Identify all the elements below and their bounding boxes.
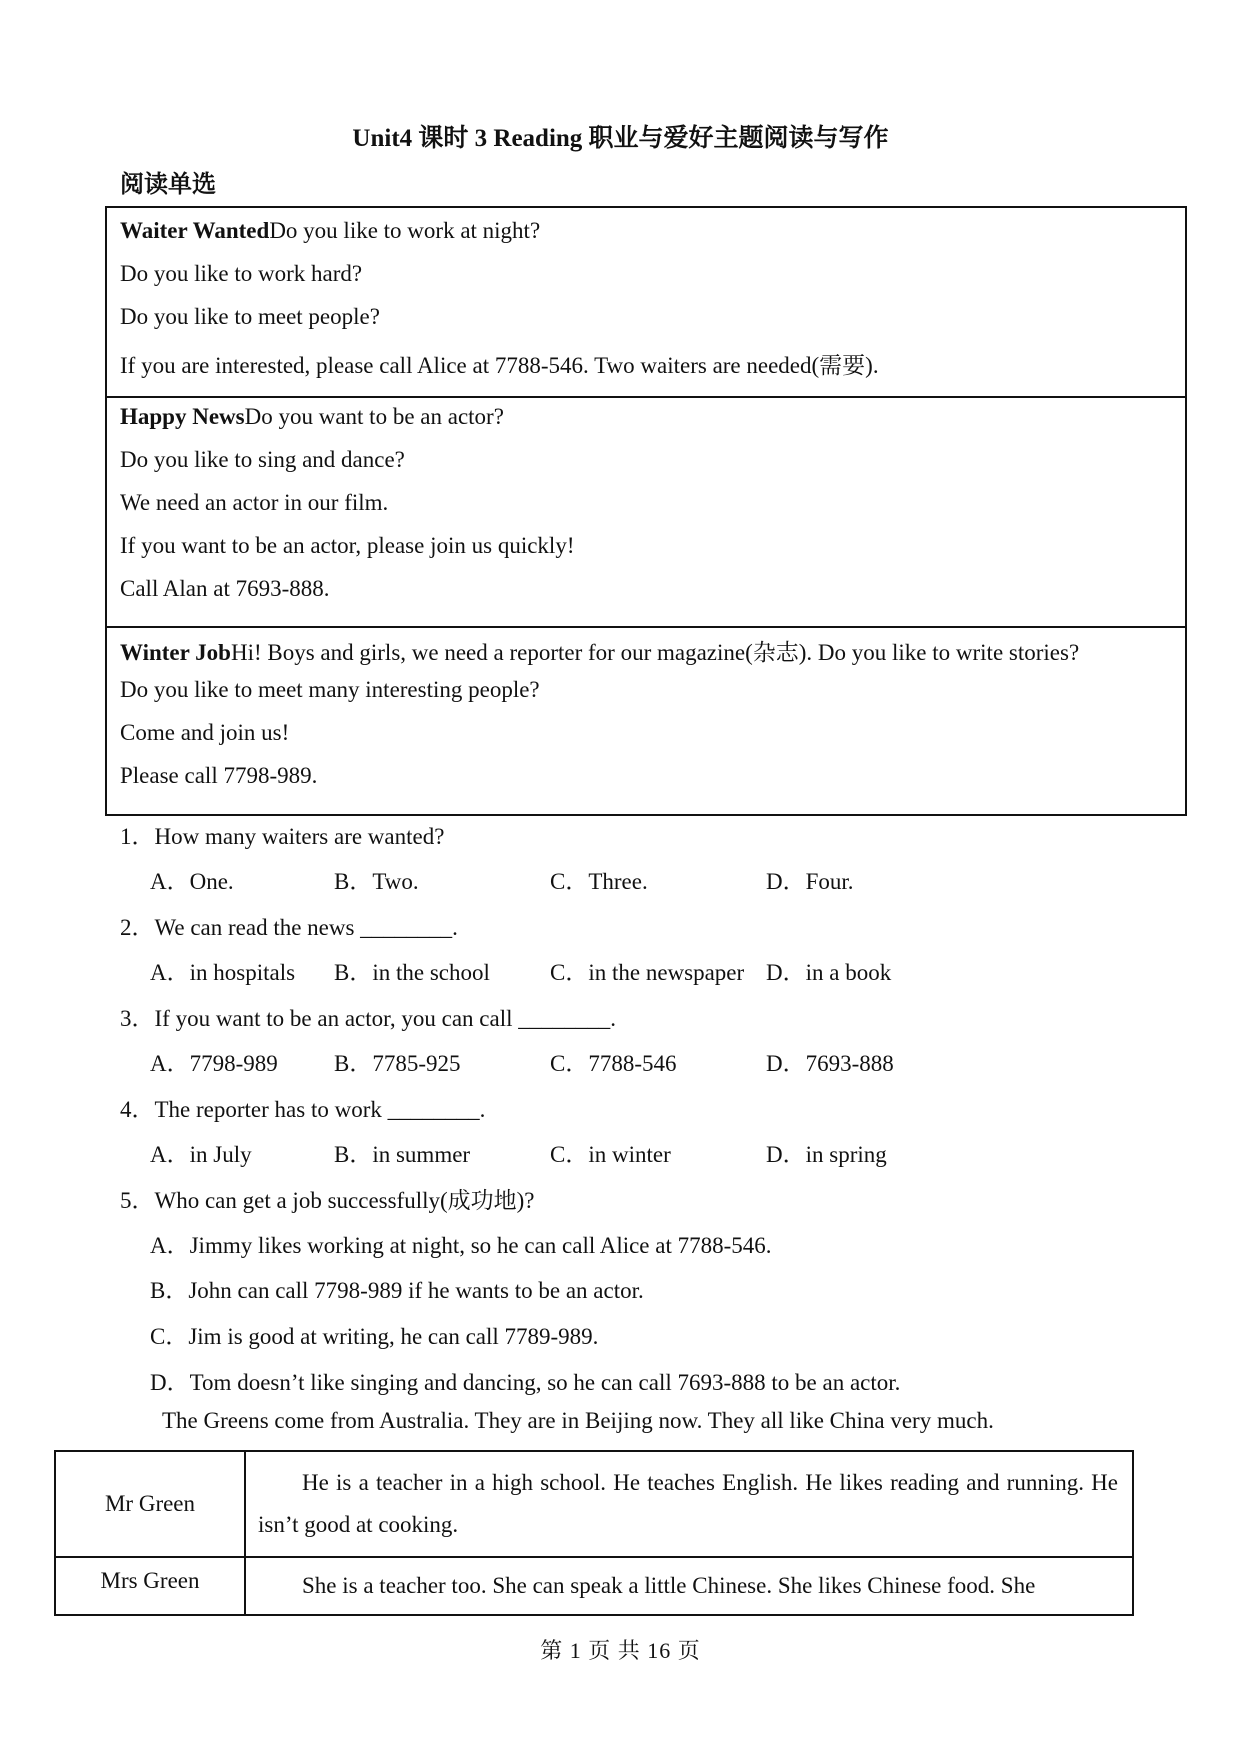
ad-heading: Happy News [120, 404, 245, 429]
ad-heading: Winter Job [120, 640, 231, 665]
ad-winter-job [105, 626, 1187, 816]
table-row [55, 1451, 1133, 1557]
ad-line: Winter JobHi! Boys and girls, we need a reporter for our magazine(杂志). Do you like to write stories? [120, 640, 1080, 665]
option: D．7693-888 [766, 1051, 894, 1076]
question-stem: 2．We can read the news ________. [120, 915, 458, 940]
ad-line: If you are interested, please call Alice at 7788-546. Two waiters are needed(需要). [120, 353, 879, 378]
ad-line: Do you like to sing and dance? [120, 447, 405, 472]
page-footer: 第 1 页 共 16 页 [540, 1638, 701, 1663]
option: D．in a book [766, 960, 892, 985]
family-member-name: Mr Green [55, 1451, 245, 1557]
table-row [55, 1557, 1133, 1615]
family-member-description: She is a teacher too. She can speak a little Chinese. She likes Chinese food. She [245, 1557, 1133, 1615]
ad-line: If you want to be an actor, please join us quickly! [120, 533, 575, 558]
family-member-description: He is a teacher in a high school. He teaches English. He likes reading and running. He isn’t good at cooking. [245, 1451, 1133, 1557]
option: D．Four. [766, 869, 854, 894]
option: D．Tom doesn’t like singing and dancing, so he can call 7693-888 to be an actor. [150, 1370, 901, 1395]
ad-line: Waiter WantedDo you like to work at night? [120, 218, 541, 243]
ad-line: Call Alan at 7693-888. [120, 576, 330, 601]
question-stem: 4．The reporter has to work ________. [120, 1097, 486, 1122]
option: C．in the newspaper [550, 960, 745, 985]
ad-line: Please call 7798-989. [120, 763, 318, 788]
option: C．Three. [550, 869, 648, 894]
question-stem: 1．How many waiters are wanted? [120, 824, 445, 849]
ad-line: Do you like to meet many interesting people? [120, 677, 540, 702]
option: D．in spring [766, 1142, 887, 1167]
family-member-name: Mrs Green [55, 1557, 245, 1615]
question-stem: 5．Who can get a job successfully(成功地)? [120, 1188, 535, 1213]
option: C．7788-546 [550, 1051, 677, 1076]
option: A．Jimmy likes working at night, so he can call Alice at 7788-546. [150, 1233, 772, 1258]
option: B．in summer [334, 1142, 471, 1167]
option: A．in July [150, 1142, 252, 1167]
option: B．Two. [334, 869, 419, 894]
option: B．in the school [334, 960, 490, 985]
page-title: Unit4 课时 3 Reading 职业与爱好主题阅读与写作 [352, 125, 889, 152]
ad-waiter-wanted [105, 206, 1187, 398]
passage-intro: The Greens come from Australia. They are in Beijing now. They all like China very much. [162, 1408, 994, 1433]
ad-line: Do you like to work hard? [120, 261, 363, 286]
option: C．in winter [550, 1142, 671, 1167]
option: A．in hospitals [150, 960, 296, 985]
ad-line: We need an actor in our film. [120, 490, 389, 515]
option: B．John can call 7798-989 if he wants to be an actor. [150, 1278, 644, 1303]
ad-line: Do you like to meet people? [120, 304, 380, 329]
ad-line: Happy NewsDo you want to be an actor? [120, 404, 504, 429]
ad-happy-news [105, 396, 1187, 628]
section-heading: 阅读单选 [120, 172, 216, 198]
option: C．Jim is good at writing, he can call 7789-989. [150, 1324, 599, 1349]
option: A．One. [150, 869, 234, 894]
option: A．7798-989 [150, 1051, 278, 1076]
ad-line: Come and join us! [120, 720, 290, 745]
option: B．7785-925 [334, 1051, 461, 1076]
family-table [54, 1450, 1134, 1616]
question-stem: 3．If you want to be an actor, you can call ________. [120, 1006, 616, 1031]
ad-heading: Waiter Wanted [120, 218, 270, 243]
